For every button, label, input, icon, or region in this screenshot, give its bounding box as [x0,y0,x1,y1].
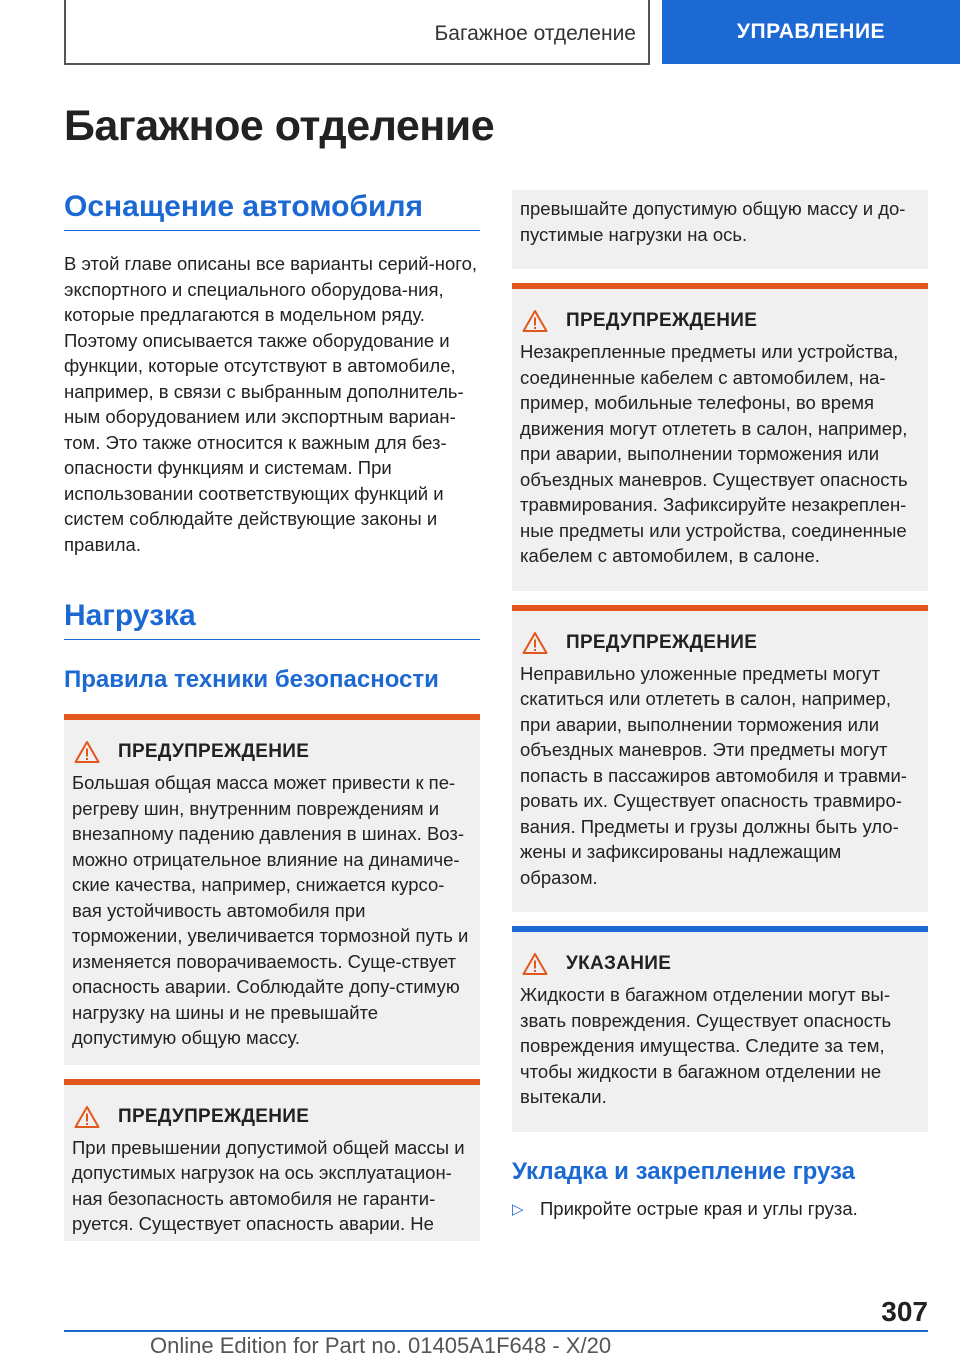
right-column [512,190,928,1222]
warning-label: ПРЕДУПРЕЖДЕНИЕ [118,1105,310,1127]
note-text: Жидкости в багажном отделении могут вы-звать повреждения. Существует опасность повреждения имущества. Следите за тем, чтобы жидкости в багажном отделении не вытекали. [520,984,892,1107]
heading-load: Нагрузка [64,599,480,640]
bullet-triangle-icon: ▷ [512,1200,524,1218]
warning-box-3 [512,283,928,591]
warning-label: ПРЕДУПРЕЖДЕНИЕ [118,741,310,762]
warning-triangle-icon [522,631,548,655]
warning-triangle-icon [522,952,548,976]
warning-label: ПРЕДУПРЕЖДЕНИЕ [566,631,758,653]
page-number: 307 [881,1296,928,1327]
warning-text-2-continued: превышайте допустимую общую массу и до-пустимые нагрузки на ось. [520,198,906,245]
heading-equipment: Оснащение автомобиля [64,190,480,231]
heading-safety: Правила техники безопасности [64,666,439,693]
footer-rule [64,1330,928,1332]
warning-text-4: Неправильно уложенные предметы могут скатиться или отлететь в салон, например, при аварии, выполнении торможения или объездных маневров. Эти предметы могут попасть в пассажиров автомобиля и травми-ровать их. Существует опасность травмиро-вания. Предметы и грузы должны быть уло-жены и зафиксированы надлежащим образом. [520,662,907,888]
list-item [512,1196,928,1223]
note-label: УКАЗАНИЕ [566,953,672,974]
equipment-text: В этой главе описаны все варианты серий-ного, экспортного и специального оборудова-ния, которые предлагаются в модельном ряду. Поэтому описывается также оборудование и функции, которые отсутствуют в автомобиле, например, в связи с выбранным дополнитель-ным оборудованием или экспортным вариан-том. Это также относится к важным для без-опасности функциям и системам. При использовании соответствующих функций и систем соблюдайте действующие законы и правила. [64,253,478,555]
warning-triangle-icon [522,309,548,333]
warning-text-2: При превышении допустимой общей массы и допустимых нагрузок на ось эксплуатацион-ная безопасность автомобиля не гаранти-руется. Существует опасность аварии. Не [72,1136,465,1234]
header-chapter-label: УПРАВЛЕНИЕ [736,20,886,43]
list-item-text: Прикройте острые края и углы груза. [540,1197,858,1219]
warning-box-1 [64,714,480,1065]
heading-stowing: Укладка и закрепление груза [512,1157,855,1185]
warning-box-2-continued [512,190,928,269]
warning-text-1: Большая общая масса может привести к пе-регреву шин, внутренним повреждениям и внезапному падению давления в шинах. Воз-можно отрицательное влияние на динамиче-ские качества, например, снижается курсо-вая устойчивость автомобиля при торможении, увеличивается тормозной путь и изменяется поворачиваемость. Суще-ствует опасность аварии. Соблюдайте допу-стимую нагрузку на шины и не превышайте допустимую общую массу. [72,772,469,1048]
footer-edition: Online Edition for Part no. 01405A1F648 - X/20 [150,1333,612,1358]
note-box [512,926,928,1132]
page-title: Багажное отделение [64,102,495,150]
warning-box-2 [64,1079,480,1241]
header-rule-right [648,0,650,64]
warning-text-3: Незакрепленные предметы или устройства, соединенные кабелем с автомобилем, на-пример, мобильные телефоны, во время движения могут отлететь в салон, например, при аварии, выполнении торможения или объездных маневров. Существует опасность травмирования. Зафиксируйте незакреплен-ные предметы или устройства, соединенные кабелем с автомобилем, в салоне. [520,341,908,566]
warning-box-4 [512,605,928,913]
header-rule-bottom [64,63,650,65]
header-section-title: Багажное отделение [434,22,636,45]
left-column [64,190,480,1241]
warning-triangle-icon [74,740,100,764]
warning-triangle-icon [74,1105,100,1129]
warning-label: ПРЕДУПРЕЖДЕНИЕ [566,310,758,331]
header-chapter-tab[interactable] [662,0,960,64]
